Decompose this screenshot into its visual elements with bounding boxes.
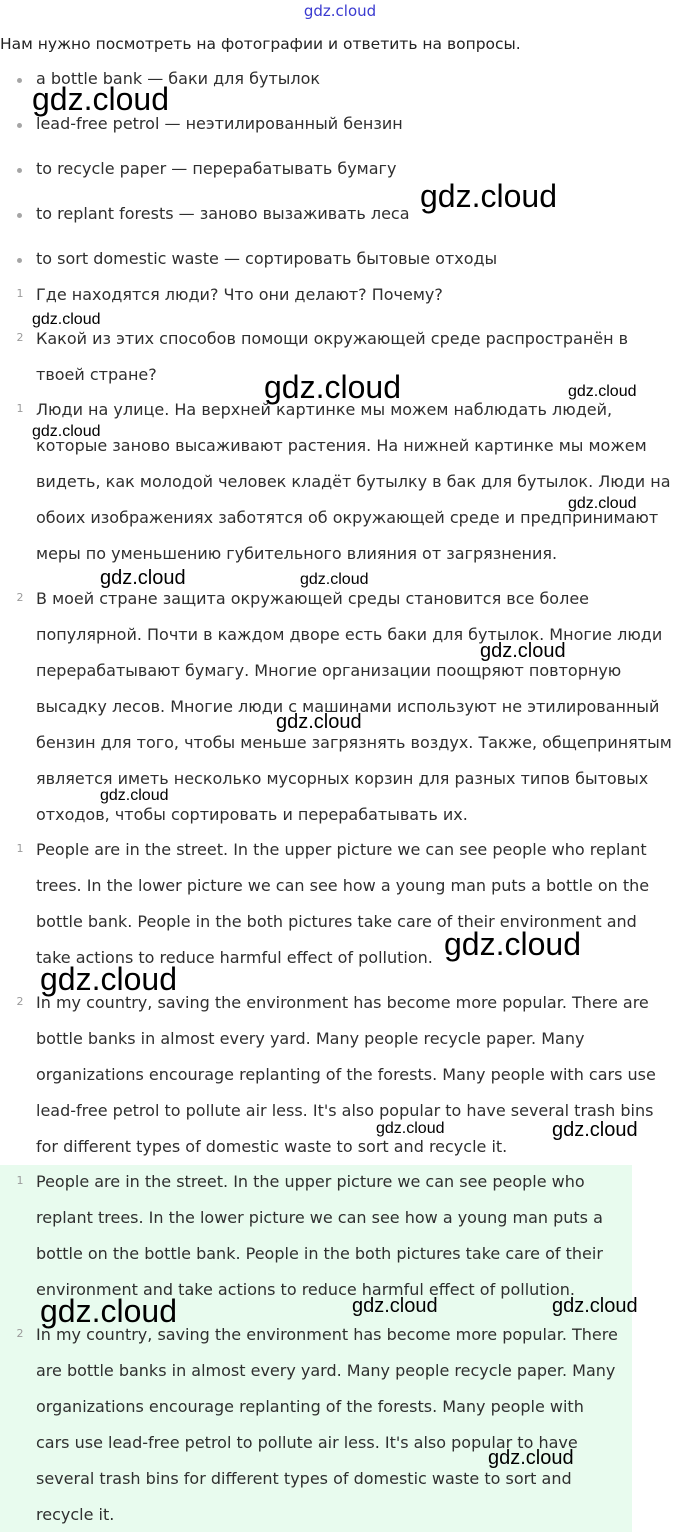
answer-en-line: organizations encourage replanting of the forests. Many people with cars use (36, 1065, 656, 1084)
vocab-item: a bottle bank — баки для бутылок (36, 69, 321, 88)
answer-en-highlight-line: People are in the street. In the upper picture we can see people who (36, 1172, 585, 1191)
watermark: gdz.cloud (444, 926, 581, 962)
answer-en-line: bottle bank. People in the both pictures take care of their environment and (36, 912, 637, 931)
question-ru-number: 1 (16, 287, 24, 300)
answer-ru-line: высадку лесов. Многие люди с машинами используют не этилированный (36, 697, 660, 716)
watermark: gdz.cloud (100, 787, 169, 804)
answer-en-highlight-line: organizations encourage replanting of the forests. Many people with (36, 1397, 584, 1416)
watermark: gdz.cloud (276, 711, 362, 733)
answer-ru-number: 2 (16, 591, 24, 604)
answer-en-line: take actions to reduce harmful effect of pollution. (36, 948, 433, 967)
answer-en-highlight-line: several trash bins for different types of domestic waste to sort and (36, 1469, 572, 1488)
watermark: gdz.cloud (480, 640, 566, 662)
answer-en-highlight-number: 1 (16, 1174, 24, 1187)
answer-en-line: bottle banks in almost every yard. Many people recycle paper. Many (36, 1029, 585, 1048)
answer-ru-line: В моей стране защита окружающей среды становится все более (36, 589, 590, 608)
answer-en-highlight-line: environment and take actions to reduce harmful effect of pollution. (36, 1280, 576, 1299)
answer-ru-line: меры по уменьшению губительного влияния от загрязнения. (36, 544, 558, 563)
answer-ru-line: видеть, как молодой человек кладёт бутылку в бак для бутылок. Люди на (36, 472, 671, 491)
watermark: gdz.cloud (420, 178, 557, 214)
watermark: gdz.cloud (552, 1295, 638, 1317)
answer-ru-number: 1 (16, 402, 24, 415)
bullet-dot-icon (17, 78, 22, 83)
answer-ru-line: обоих изображениях заботятся об окружающей среде и предпринимают (36, 508, 659, 527)
answer-en-line: trees. In the lower picture we can see how a young man puts a bottle on the (36, 876, 650, 895)
answer-ru-line: Люди на улице. На верхней картинке мы можем наблюдать людей, (36, 400, 613, 419)
answer-en-highlight-line: replant trees. In the lower picture we can see how a young man puts a (36, 1208, 603, 1227)
watermark: gdz.cloud (568, 495, 637, 512)
site-header-link[interactable]: gdz.cloud (303, 2, 377, 20)
intro-text: Нам нужно посмотреть на фотографии и ответить на вопросы. (0, 35, 521, 53)
question-ru-line: Какой из этих способов помощи окружающей среде распространён в (36, 329, 629, 348)
answer-ru-line: является иметь несколько мусорных корзин для разных типов бытовых (36, 769, 649, 788)
watermark: gdz.cloud (40, 961, 177, 997)
watermark: gdz.cloud (40, 1293, 177, 1329)
answer-ru-line: популярной. Почти в каждом дворе есть баки для бутылок. Многие люди (36, 625, 663, 644)
watermark: gdz.cloud (300, 571, 369, 588)
vocab-item: to replant forests — заново вызаживать леса (36, 204, 410, 223)
answer-ru-line: бензин для того, чтобы меньше загрязнять воздух. Также, общепринятым (36, 733, 672, 752)
watermark: gdz.cloud (264, 369, 401, 405)
question-ru-number: 2 (16, 331, 24, 344)
watermark: gdz.cloud (488, 1447, 574, 1469)
answer-en-highlight-number: 2 (16, 1327, 24, 1340)
answer-en-number: 1 (16, 842, 24, 855)
answer-en-highlight-line: In my country, saving the environment has become more popular. There (36, 1325, 618, 1344)
answer-en-line: People are in the street. In the upper picture we can see people who replant (36, 840, 647, 859)
watermark: gdz.cloud (376, 1120, 445, 1137)
watermark: gdz.cloud (32, 81, 169, 117)
question-ru-line: твоей стране? (36, 365, 157, 384)
answer-ru-line: которые заново высаживают растения. На нижней картинке мы можем (36, 436, 647, 455)
vocab-item: to sort domestic waste — сортировать бытовые отходы (36, 249, 498, 268)
bullet-dot-icon (17, 213, 22, 218)
answer-en-highlight-line: bottle on the bottle bank. People in the both pictures take care of their (36, 1244, 603, 1263)
answer-ru-line: отходов, чтобы сортировать и перерабатывать их. (36, 805, 468, 824)
bullet-dot-icon (17, 258, 22, 263)
answer-en-highlight-line: are bottle banks in almost every yard. Many people recycle paper. Many (36, 1361, 616, 1380)
answer-en-line: for different types of domestic waste to sort and recycle it. (36, 1137, 508, 1156)
answer-en-number: 2 (16, 995, 24, 1008)
answer-en-line: lead-free petrol to pollute air less. It's also popular to have several trash bins (36, 1101, 654, 1120)
answer-en-line: In my country, saving the environment has become more popular. There are (36, 993, 649, 1012)
bullet-dot-icon (17, 168, 22, 173)
vocab-item: to recycle paper — перерабатывать бумагу (36, 159, 397, 178)
answer-en-highlight-line: recycle it. (36, 1505, 115, 1524)
bullet-dot-icon (17, 123, 22, 128)
watermark: gdz.cloud (32, 423, 101, 440)
question-ru-line: Где находятся люди? Что они делают? Почему? (36, 285, 443, 304)
answer-ru-line: перерабатывают бумагу. Многие организации поощряют повторную (36, 661, 622, 680)
watermark: gdz.cloud (352, 1295, 438, 1317)
watermark: gdz.cloud (32, 311, 101, 328)
watermark: gdz.cloud (100, 567, 186, 589)
vocab-item: lead-free petrol — неэтилированный бензин (36, 114, 403, 133)
watermark: gdz.cloud (552, 1119, 638, 1141)
answer-en-highlight-line: cars use lead-free petrol to pollute air less. It's also popular to have (36, 1433, 578, 1452)
watermark: gdz.cloud (568, 383, 637, 400)
